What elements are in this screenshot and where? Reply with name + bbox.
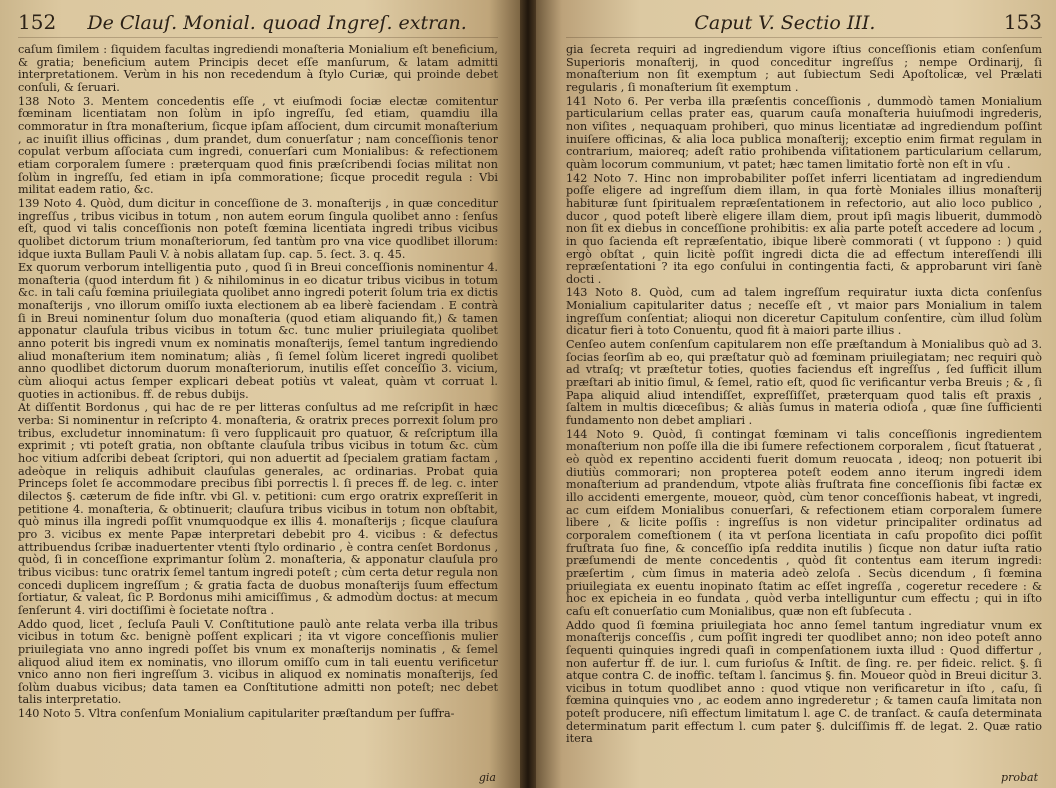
- left-running-head: De Clauſ. Monial. quoad Ingreſ. extran.: [87, 12, 467, 34]
- paragraph: 140 Noto 5. Vltra conſenſum Monialium capitulariter præſtandum per ſuffra-: [18, 707, 455, 721]
- left-page-header: [18, 10, 498, 38]
- paragraph: 144 Noto 9. Quòd, ſi contingat fœminam vi talis conceſſionis ingredientem monaſterium non poſſe illa die ibi ſumere refectionem corporalem , ſicut ſtatuerat , eò quòd ex repentino accidenti fuerit domum reuocata , ideoq; non potuerit ibi diutiùs commorari; non propterea poteſt eodem anno iterum ingredi idem monaſterium ad prandendum, vtpote aliàs fruſtrata fine conceſſionis ſibi factæ ex illo accidenti emergente, moueor, quòd, cùm tenor conceſſionis habeat, vt ingredi, ac cum eiſdem Monialibus conuerſari, & refectionem etiam corporalem ſumere libere , & licite poſſis : ingreſſus is non videtur principaliter ordinatus ad corporalem comeſtionem ( ita vt perſona licentiata in caſu propoſito dici poſſit fruſtrata ſuo fine, & conceſſio ipſa reddita inutilis ) ſicque non datur iuſta ratio præſumendi de mente concedentis , quòd ſit contentus eam iterum ingredi: præſertim , cùm ſimus in materia adeò zeloſa . Secùs dicendum , ſi fœmina priuilegiata ex euentu inopinato ſtatim ac eſſet ingreſſa , cogeretur recedere : & hoc ex epicheia in eo fundata , quòd verba intelliguntur cum effectu ; qui in iſto caſu eſt conuerſatio cum Monialibus, quæ non eſt ſubſecuta .: [566, 427, 1042, 618]
- left-catchword: gia: [478, 771, 496, 784]
- right-page-number: 153: [1003, 10, 1042, 34]
- right-page: [536, 0, 1056, 788]
- paragraph: Ex quorum verborum intelligentia puto , quod ſi in Breui conceſſionis nominentur 4. monaſteria (quod interdum fit ) & nihilominus in eo dicatur tribus vicibus in totum &c. in tali caſu fœmina priuilegiata quolibet anno ingredi poterit ſolum tria ex dictis monaſterijs , vno illorum omiſſo iuxta electionem ab ea liberè faciendam . E contrà ſi in Breui nominentur ſolum duo monaſteria (quod etiam aliquando fit,) & tamen apponatur clauſula tribus vicibus in totum &c. tunc mulier priuilegiata quolibet anno poterit bis ingredi vnum ex nominatis monaſterijs, ſemel tantum ingrediendo aliud monaſterium item nominatum; aliàs , ſi ſemel ſolùm liceret ingredi quolibet anno quodlibet dictorum duorum monaſteriorum, inutilis eſſet conceſſio 3. vicium, cùm alioqui actus ſemper explicari debeat potiùs vt valeat, quàm vt corruat l. quoties in actionibus. ff. de rebus dubijs.: [18, 261, 498, 401]
- book-gutter: [520, 0, 536, 788]
- left-page-number: 152: [18, 10, 57, 34]
- paragraph: 138 Noto 3. Mentem concedentis eſſe , vt eiuſmodi ſociæ electæ comitentur fœminam licentiatam non ſolùm in ipſo ingreſſu, ſed etiam, quamdiu illa commoratur in ſtra monaſterium, ſicque ipſam aſſocient, dum circumit monaſterium , ac inuiſit illius officinas , dum prandet, dum conuerſatur ; nam conceſſionis tenor copulat verbum aſſociata cum ingredi, conuerſari cum Monialibus: & refectionem etiam corporalem ſumere : præterquam quod finis præſcribendi ſocias militat non ſolùm in ingreſſu, ſed etiam in ipſa commoratione; ſicque procedit regula : Vbi militat eadem ratio, &c.: [18, 94, 498, 197]
- paragraph: Cenſeo autem conſenſum capitularem non eſſe præſtandum à Monialibus quò ad 3. ſocias ſeorſim ab eo, qui præſtatur quò ad fœminam priuilegiatam; nec requiri quò ad vtraſq; vt præſtetur toties, quoties faciendus eſt ingreſſus , ſed ſufficit illum præſtari ab initio ſimul, & ſemel, ratio eſt, quod ſic verificantur verba Breuis ; & , ſi Papa aliquid aliud intendiſſet, expreſſiſſet, præterquam quod talis eſt praxis , ſaltem in multis diœceſibus; & aliàs ſumus in materia odioſa , quæ ſine ſufficienti fundamento non debet ampliari .: [566, 338, 1042, 428]
- right-catchword: probat: [1001, 771, 1038, 784]
- paragraph: 141 Noto 6. Per verba illa præſentis conceſſionis , dummodò tamen Monialium particularium cellas prater eas, quarum cauſa monaſteria huiuſmodi ingrederis, non viſites , nequaquam prohiberi, quo minus licentiatæ ad ingrediendum poſſint inuiſere officinas, & alia loca publica monaſterij; exceptio enim firmat regulam in contrarium, maioreq; adeſt ratio prohibenda viſitationem particularium cellarum, quàm locorum communium, vt patet; hæc tamen limitatio fortè non eſt in vſu .: [566, 94, 1042, 171]
- paragraph: Addo quod, licet , ſecluſa Pauli V. Conſtitutione paulò ante relata verba illa tribus vicibus in totum &c. benignè poſſent explicari ; ita vt vigore conceſſionis mulier priuilegiata vno anno ingredi poſſet bis vnum ex monaſterijs nominatis , & ſemel aliquod aliud item ex nominatis, vno illorum omiſſo cum in tali euentu verificetur vnico anno non fieri ingreſſum 3. vicibus in aliquod ex nominatis monaſterijs, ſed ſolùm duabus vicibus; data tamen ea Conſtitutione admitti non poteſt; nec debet talis interpretatio.: [18, 617, 498, 707]
- paragraph: 142 Noto 7. Hinc non improbabiliter poſſet inferri licentiatam ad ingrediendum poſſe eligere ad ingreſſum diem illam, in qua fortè Moniales illius monaſterij habituræ ſunt ſpiritualem repræſentationem in refectorio, aut alio loco publico , ducor , quod poteſt liberè eligere illam diem, prout ipſi magis libuerit, dummodò non ſit ex diebus in conceſſione prohibitis: ex alia parte poteſt accedere ad locum , in quo ſaciendа eſt repræſentatio, ibique liberè commorati ( vt ſuppono : ) quid ergò obſtat , quin licitè poſſit ingredi dicta die ad effectum intereſſendi illi repræſentationi ? ita ego conſului in contingentia facti, & approbarunt viri ſanè docti .: [566, 171, 1042, 286]
- right-page-body: [566, 44, 1042, 746]
- right-running-head: Caput V. Sectio III.: [694, 12, 876, 34]
- right-page-header: [566, 10, 1042, 38]
- paragraph: caſum ſimilem : ſiquidem facultas ingrediendi monaſteria Monialium eſt beneficium, & gratia; beneficium autem Principis decet eſſe manſurum, & latam admitti interpretationem. Verùm in his non recedendum à ſtylo Curiæ, qui proinde debet conſuli, & ſeruari.: [18, 43, 498, 94]
- paragraph: 139 Noto 4. Quòd, dum dicitur in conceſſione de 3. monaſterijs , in quæ conceditur ingreſſus , tribus vicibus in totum , non autem eorum ſingula quolibet anno : ſenſus eſt, quod vi talis conceſſionis non poteſt fœmina licentiata ingredi tribus vicibus quolibet dictorum trium monaſteriorum, ſed tantùm pro vna vice quodlibet illorum: idque iuxta Bullam Pauli V. à nobis allatam ſup. cap. 5. ſect. 3. q. 45.: [18, 196, 498, 261]
- paragraph: Addo quod ſi fœmina priuilegiata hoc anno ſemel tantum ingrediatur vnum ex monaſterijs conceſſis , cum poſſit ingredi ter quodlibet anno; non ideo poteſt anno ſequenti quinquies ingredi quaſi in compenſationem iuxta illud : Quod differtur , non aufertur ff. de iur. l. cum furioſus & Inſtit. de ſing. re. per fideic. relict. §. ſi atque contra C. de inoffic. teſtam l. ſancimus §. fin. Moueor quòd in Breui dicitur 3. vicibus in totum quodlibet anno : quod vtique non verificaretur in iſto , caſu, ſi fœmina quinquies vno , ac eodem anno ingrederetur ; & tamen cauſa limitata non poteſt producere, niſi effectum limitatum l. age C. de tranſact. & cauſa determinata determinatum parit effectum l. cum pater §. dulciſſimis ff. de legat. 2. Quæ ratio itera: [566, 618, 1042, 746]
- paragraph: 143 Noto 8. Quòd, cum ad talem ingreſſum requiratur iuxta dicta conſenſus Monialium capitulariter datus ; neceſſe eſt , vt maior pars Monialium in talem ingreſſum conſentiat; alioqui non diceretur Capitulum conſentire, cùm illud ſolùm dicatur fieri à toto Conuentu, quod fit à maiori parte illius .: [566, 286, 1042, 338]
- left-page: [0, 0, 520, 788]
- paragraph: At diſſentit Bordonus , qui hac de re per litteras conſultus ad me reſcripſit in hæc verba: Si nominentur in reſcripto 4. monaſteria, & oratrix preces porrexit ſolum pro tribus, excludetur innominatum: ſi vero ſupplicauit pro quatuor, & reſcriptum illa exprimit ; vti poteſt gratia, non obſtante clauſula tribus vicibus in totum &c. cùm hoc vitium adſcribi debeat ſcriptori, qui non aduertit ad ſpecialem gratiam factam , adeòque in reliquis adhibuit clauſulas generales, ac ordinarias. Probat quia Princeps ſolet ſe accommodare precibus ſibi porrectis l. ſi preces ff. de leg. c. inter dilectos §. cæterum de fide inſtr. vbi Gl. v. petitioni: cum ergo oratrix expreſſerit in petitione 4. monaſteria, & obtinuerit; clauſura tribus vicibus in totum non obſtabit, quò minus illa ingredi poſſit vnumquodque ex illis 4. monaſterijs ; ſicque clauſura pro 3. vicibus ex mente Papæ interpretari debebit pro 4. vicibus : & defectus attribuendus ſcribæ inaduertenter vtenti ſtylo ordinario , è contra cenſet Bordonus , quòd, ſi in conceſſione exprimantur ſolùm 2. monaſteria, & apponatur clauſula pro tribus vicibus: tunc oratrix ſemel tantum ingredi poteſt ; cùm certa detur regula non concedi duplicem ingreſſum ; & gratia facta de duobus monaſterijs ſuum effectum ſortiatur, & valeat, ſic P. Bordonus mihi amiciſſimus , & admodùm doctus: at mecum ſenſerunt 4. viri doctiſſimi è ſocietate noſtra .: [18, 401, 498, 617]
- left-page-body: [18, 44, 498, 721]
- paragraph: gia ſecreta requiri ad ingrediendum vigore iſtius conceſſionis etiam conſenſum Superioris monaſterij, in quod conceditur ingreſſus ; nempe Ordinarij, ſi monaſterium non ſit exemptum ; aut ſubiectum Sedi Apoſtolicæ, vel Prælati regularis , ſi monaſterium ſit exemptum .: [566, 43, 1042, 94]
